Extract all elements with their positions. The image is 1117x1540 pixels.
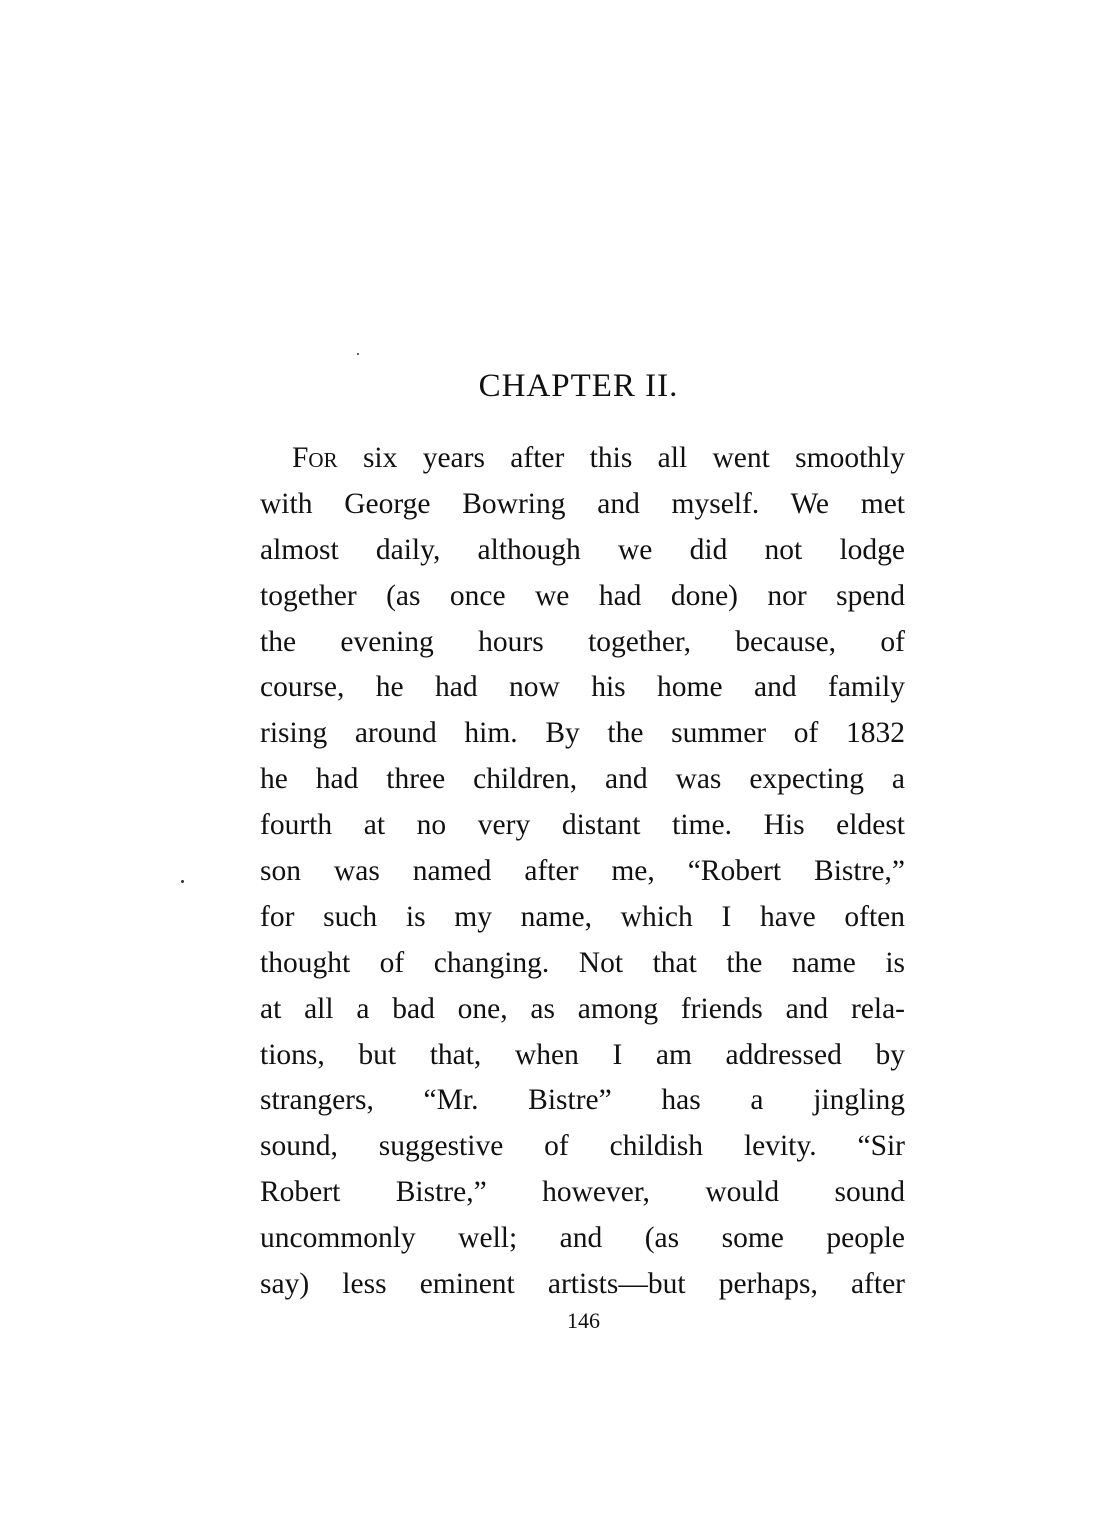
page-number: 146: [567, 1308, 600, 1333]
text-line-5: the evening hours together, because, of: [260, 625, 905, 658]
text-line-7: rising around him. By the summer of 1832: [260, 717, 905, 750]
text-line-8: he had three children, and was expecting a: [260, 763, 905, 796]
text-line-6: course, he had now his home and family: [260, 671, 905, 704]
text-line-18: uncommonly well; and (as some people: [260, 1222, 905, 1255]
text-line-1: [260, 436, 905, 482]
text-line-13: at all a bad one, as among friends and rela-: [260, 992, 905, 1025]
text-line-12: thought of changing. Not that the name is: [260, 946, 905, 979]
text-line-4: together (as once we had done) nor spend: [260, 579, 905, 612]
text-line-10: son was named after me, “Robert Bistre,”: [260, 855, 905, 888]
text-line-16: sound, suggestive of childish levity. “Sir: [260, 1130, 905, 1163]
text-line-1-rest: six years after this all went smoothly: [337, 442, 905, 474]
first-word: For: [292, 442, 338, 474]
chapter-title: CHAPTER II.: [478, 368, 679, 404]
print-speck: [181, 880, 184, 883]
text-line-19: say) less eminent artists—but perhaps, after: [260, 1268, 905, 1301]
text-line-11: for such is my name, which I have often: [260, 900, 905, 933]
text-line-15: strangers, “Mr. Bistre” has a jingling: [260, 1084, 905, 1117]
print-speck: [357, 353, 359, 355]
text-line-17: Robert Bistre,” however, would sound: [260, 1176, 905, 1209]
text-line-9: fourth at no very distant time. His eldest: [260, 809, 905, 842]
text-line-3: almost daily, although we did not lodge: [260, 533, 905, 566]
text-line-2: with George Bowring and myself. We met: [260, 487, 905, 520]
chapter-body: [260, 436, 905, 1308]
text-line-14: tions, but that, when I am addressed by: [260, 1038, 905, 1071]
